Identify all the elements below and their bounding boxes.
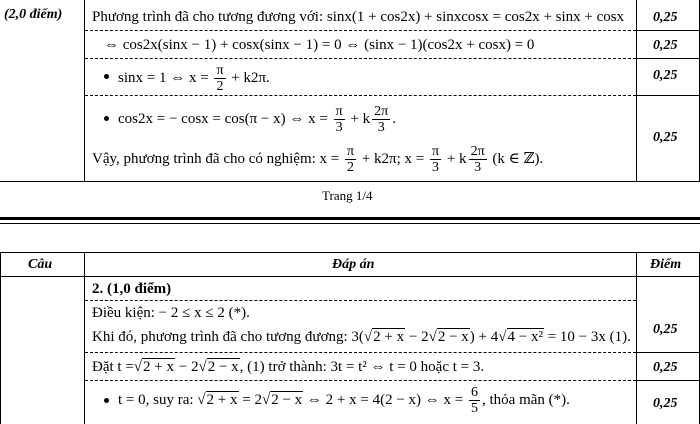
row-divider: [637, 95, 699, 96]
row-divider: [637, 352, 699, 353]
section-title: 2. (1,0 điểm): [92, 281, 172, 297]
bullet-icon: [104, 116, 109, 121]
row-divider: [637, 30, 699, 31]
solution-conclusion: Vậy, phương trình đã cho có nghiệm: x = $\frac{\pi}{2}$ + k2π; x = $\frac{\pi}{3}$ + k $\frac{2\pi}{3}$ (k ∈ ℤ).: [92, 144, 544, 176]
row-divider: [637, 58, 699, 59]
row-divider: [85, 58, 636, 59]
score-value: 0,25: [653, 130, 678, 145]
table-border: [0, 181, 700, 182]
table-border: [636, 0, 637, 182]
score-value: 0,25: [653, 396, 678, 411]
table-border: [84, 252, 85, 424]
row-divider: [85, 380, 636, 381]
column-header-score: Điểm: [650, 257, 682, 272]
page-break-line: [0, 223, 700, 224]
row-divider: [85, 30, 636, 31]
solution-line-3: sinx = 1 ⇔ x = $\frac{\pi}{2}$ + k2π.: [118, 63, 270, 95]
solution-line-1: Phương trình đã cho tương đương với: sinx(1 + cos2x) + sinxcosx = cos2x + sinx + cosx: [92, 9, 625, 25]
row-divider: [85, 352, 636, 353]
table-border: [0, 252, 700, 253]
score-value: 0,25: [653, 38, 678, 53]
solution-line-4: cos2x = − cosx = cos(π − x) ⇔ x = $\frac{\pi}{3}$ + k $\frac{2\pi}{3}$ .: [118, 104, 396, 136]
row-divider: [637, 380, 699, 381]
bullet-icon: [104, 74, 109, 79]
question-points-label: (2,0 điểm): [4, 7, 63, 22]
score-value: 0,25: [653, 68, 678, 83]
row-divider: [85, 95, 636, 96]
condition-line: Điều kiện: − 2 ≤ x ≤ 2 (*).: [92, 305, 250, 321]
row-divider: [85, 300, 636, 301]
bullet-icon: [104, 398, 109, 403]
page-break-line: [0, 217, 700, 220]
table-border: [0, 276, 700, 277]
page-number: Trang 1/4: [322, 188, 373, 203]
case-line: t = 0, suy ra: √2 + x = 2√2 − x ⇔ 2 + x = 4(2 − x) ⇔ x = $\frac{6}{5}$ , thỏa mãn (*).: [118, 385, 570, 417]
table-border: [636, 252, 637, 424]
equation-line: Khi đó, phương trình đã cho tương đương: 3(√2 + x − 2√2 − x) + 4√4 − x² = 10 − 3x (1).: [92, 329, 631, 345]
column-header-answer: Đáp án: [332, 257, 375, 272]
score-value: 0,25: [653, 322, 678, 337]
solution-line-2: ⇔ cos2x(sinx − 1) + cosx(sinx − 1) = 0 ⇔ (sinx − 1)(cos2x + cosx) = 0: [104, 37, 535, 53]
score-value: 0,25: [653, 360, 678, 375]
table-border: [0, 252, 1, 424]
table-border: [84, 0, 85, 182]
column-header-question: Câu: [28, 257, 53, 272]
substitution-line: Đặt t =√2 + x − 2√2 − x, (1) trở thành: 3t = t² ⇔ t = 0 hoặc t = 3.: [92, 359, 485, 375]
score-value: 0,25: [653, 10, 678, 25]
